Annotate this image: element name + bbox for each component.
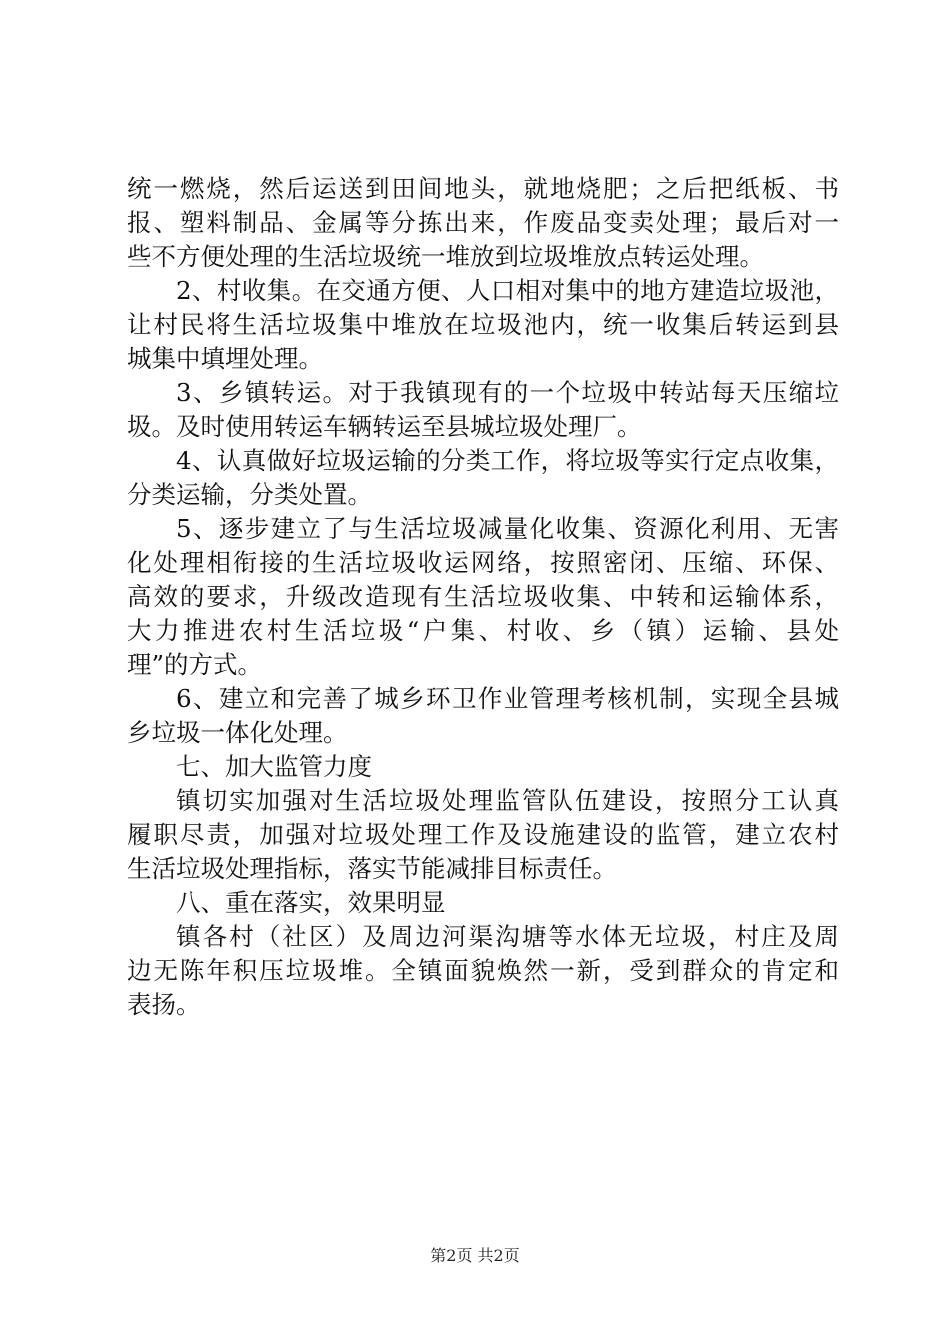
document-body — [127, 172, 839, 1022]
page-number-footer: 第2页 共2页 — [430, 1246, 520, 1265]
text-line: 乡垃圾一体化处理。 — [127, 718, 348, 747]
text-line: 6、建立和完善了城乡环卫作业管理考核机制，实现全县城 — [176, 684, 839, 713]
text-line: 化处理相衔接的生活垃圾收运网络，按照密闭、压缩、环保、 — [127, 548, 839, 577]
text-line: 表扬。 — [127, 990, 201, 1019]
text-line: 2、村收集。在交通方便、人口相对集中的地方建造垃圾池， — [176, 276, 839, 305]
text-line: 统一燃烧，然后运送到田间地头，就地烧肥；之后把纸板、书 — [127, 174, 839, 203]
text-line: 七、加大监管力度 — [176, 752, 372, 781]
text-line: 八、重在落实，效果明显 — [176, 888, 446, 917]
text-line: 边无陈年积压垃圾堆。全镇面貌焕然一新，受到群众的肯定和 — [127, 956, 839, 985]
text-line: 些不方便处理的生活垃圾统一堆放到垃圾堆放点转运处理。 — [127, 242, 764, 271]
text-line: 生活垃圾处理指标，落实节能减排目标责任。 — [127, 854, 617, 883]
text-line: 4、认真做好垃圾运输的分类工作，将垃圾等实行定点收集， — [176, 446, 839, 475]
text-line: 镇切实加强对生活垃圾处理监管队伍建设，按照分工认真 — [176, 786, 839, 815]
text-line: 大力推进农村生活垃圾“户集、村收、乡（镇）运输、县处 — [127, 616, 839, 645]
text-line: 履职尽责，加强对垃圾处理工作及设施建设的监管，建立农村 — [127, 820, 839, 849]
text-line: 分类运输，分类处置。 — [127, 480, 372, 509]
text-line: 理”的方式。 — [127, 650, 263, 679]
text-line: 城集中填埋处理。 — [127, 344, 323, 373]
text-line: 让村民将生活垃圾集中堆放在垃圾池内，统一收集后转运到县 — [127, 310, 839, 339]
text-line: 高效的要求，升级改造现有生活垃圾收集、中转和运输体系， — [127, 582, 839, 611]
text-line: 5、逐步建立了与生活垃圾减量化收集、资源化利用、无害 — [176, 514, 839, 543]
text-line: 镇各村（社区）及周边河渠沟塘等水体无垃圾，村庄及周 — [176, 922, 839, 951]
text-line: 圾。及时使用转运车辆转运至县城垃圾处理厂。 — [127, 412, 642, 441]
text-line: 3、乡镇转运。对于我镇现有的一个垃圾中转站每天压缩垃 — [176, 378, 839, 407]
text-line: 报、塑料制品、金属等分拣出来，作废品变卖处理；最后对一 — [127, 208, 839, 237]
